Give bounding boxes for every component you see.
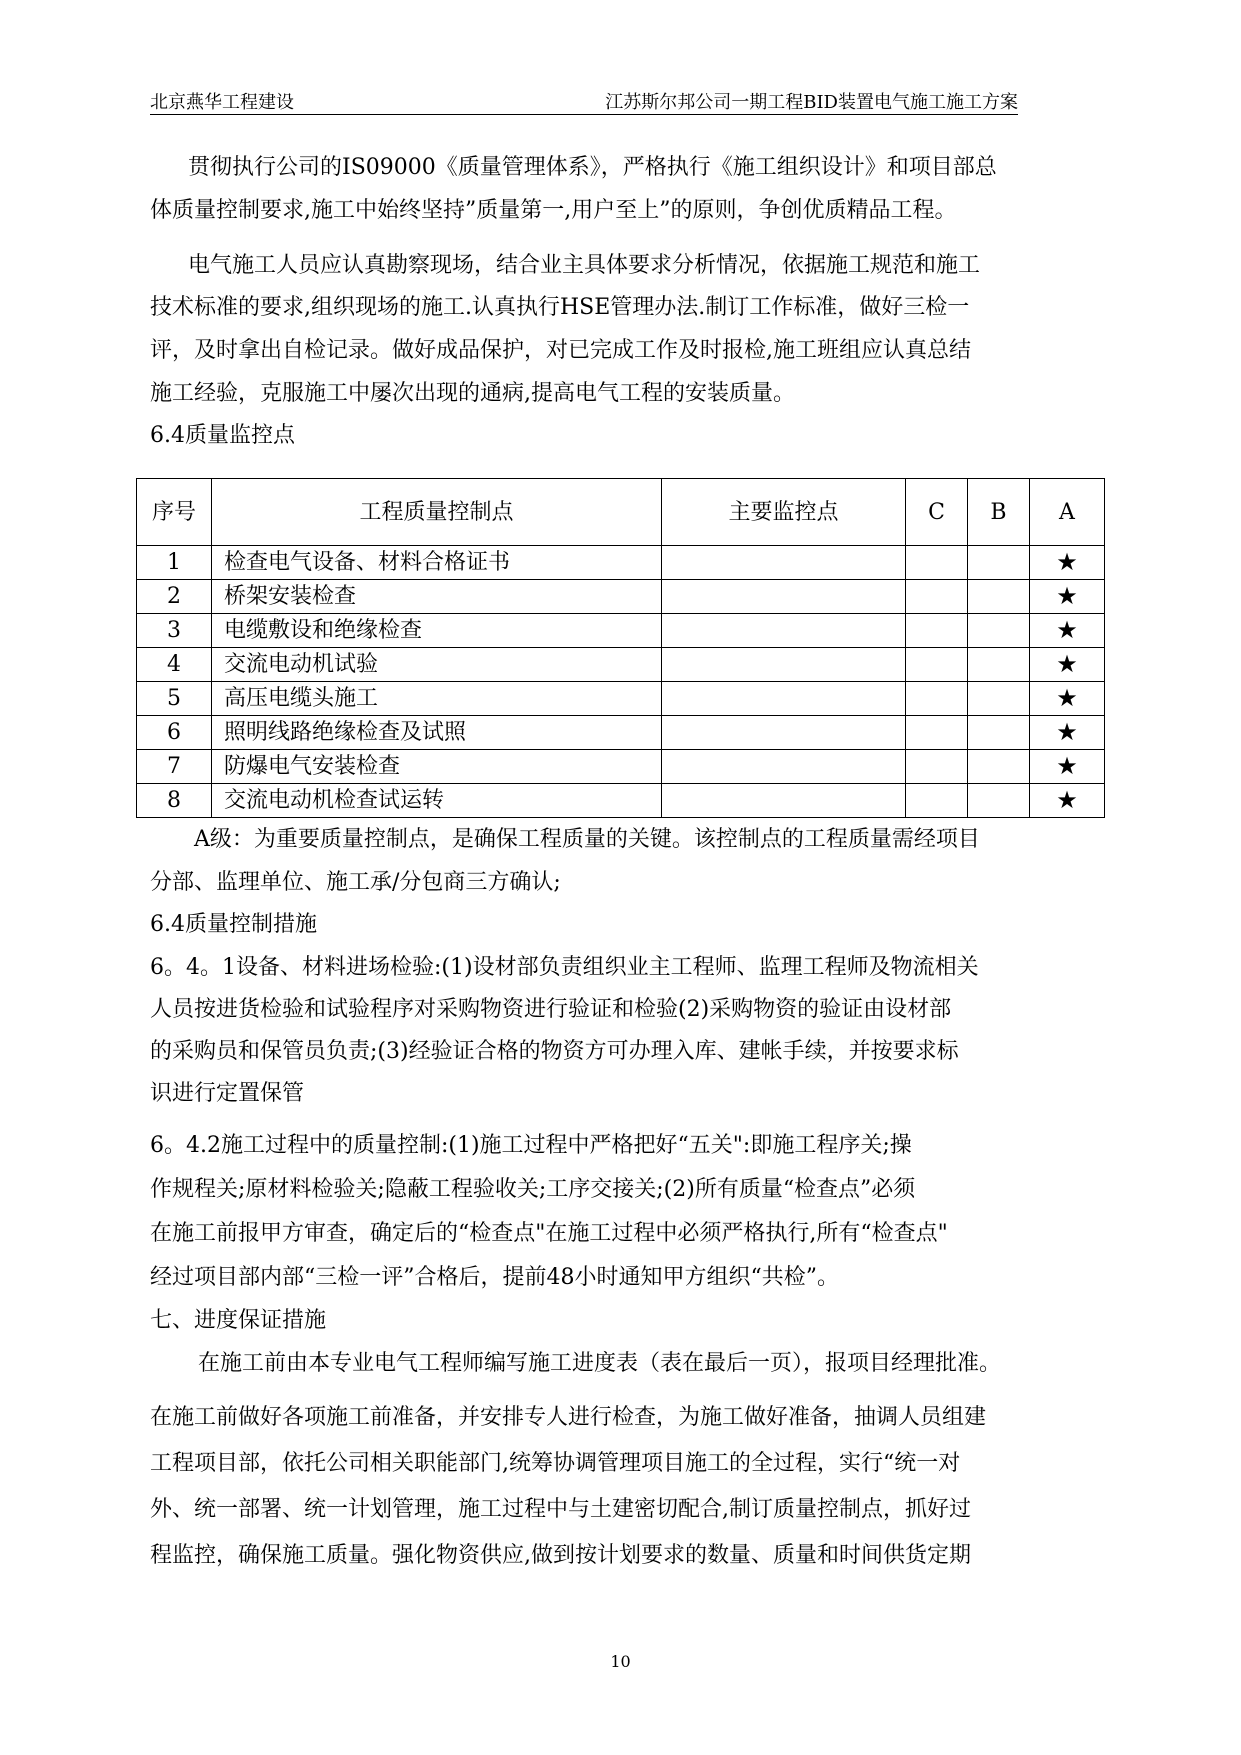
note-line: 分部、监理单位、施工承/分包商三方确认; <box>150 870 561 895</box>
page-number: 10 <box>610 1652 631 1671</box>
monitor-cell <box>662 750 906 784</box>
para-line: 贯彻执行公司的IS09000《质量管理体系》，严格执行《施工组织设计》和项目部总 <box>188 155 997 180</box>
table-row <box>137 580 1105 614</box>
grade-b-cell <box>968 784 1030 818</box>
grade-b-cell <box>968 580 1030 614</box>
grade-c-cell <box>906 546 968 580</box>
star-icon: ★ <box>1030 784 1105 818</box>
table-row <box>137 682 1105 716</box>
para-line: 工程项目部，依托公司相关职能部门,统筹协调管理项目施工的全过程，实行“统一对 <box>150 1451 961 1476</box>
table-header-row <box>137 479 1105 546</box>
row-number: 5 <box>137 682 212 716</box>
para-line: 人员按进货检验和试验程序对采购物资进行验证和检验(2)采购物资的验证由设材部 <box>150 997 952 1022</box>
row-number: 6 <box>137 716 212 750</box>
col-header: C <box>906 479 968 546</box>
control-point: 防爆电气安装检查 <box>212 750 662 784</box>
table-row <box>137 546 1105 580</box>
para-line: 的采购员和保管员负责;(3)经验证合格的物资方可办理入库、建帐手续，并按要求标 <box>150 1039 959 1064</box>
control-point: 交流电动机检查试运转 <box>212 784 662 818</box>
col-header: A <box>1030 479 1105 546</box>
row-number: 8 <box>137 784 212 818</box>
para-line: 技术标准的要求,组织现场的施工.认真执行HSE管理办法.制订工作标准，做好三检一 <box>150 295 970 320</box>
monitor-cell <box>662 682 906 716</box>
grade-c-cell <box>906 784 968 818</box>
row-number: 7 <box>137 750 212 784</box>
para-line: 在施工前报甲方审查，确定后的“检查点"在施工过程中必须严格执行,所有“检查点" <box>150 1221 948 1246</box>
col-header: B <box>968 479 1030 546</box>
table-row <box>137 750 1105 784</box>
para-line: 在施工前做好各项施工前准备，并安排专人进行检查，为施工做好准备，抽调人员组建 <box>150 1405 987 1430</box>
star-icon: ★ <box>1030 614 1105 648</box>
grade-b-cell <box>968 648 1030 682</box>
col-header: 工程质量控制点 <box>212 479 662 546</box>
control-point: 桥架安装检查 <box>212 580 662 614</box>
star-icon: ★ <box>1030 546 1105 580</box>
section-heading: 6.4质量控制措施 <box>150 912 317 937</box>
para-line: 体质量控制要求,施工中始终坚持”质量第一,用户至上”的原则，争创优质精品工程。 <box>150 198 957 223</box>
note-line: A级：为重要质量控制点，是确保工程质量的关键。该控制点的工程质量需经项目 <box>194 827 980 852</box>
monitor-cell <box>662 614 906 648</box>
table-row <box>137 648 1105 682</box>
para-line: 作规程关;原材料检验关;隐蔽工程验收关;工序交接关;(2)所有质量“检查点”必须 <box>150 1177 916 1202</box>
monitor-cell <box>662 648 906 682</box>
control-point: 电缆敷设和绝缘检查 <box>212 614 662 648</box>
star-icon: ★ <box>1030 648 1105 682</box>
table-row <box>137 614 1105 648</box>
star-icon: ★ <box>1030 750 1105 784</box>
col-header: 序号 <box>137 479 212 546</box>
para-line: 6。4。1设备、材料进场检验:(1)设材部负责组织业主工程师、监理工程师及物流相关 <box>150 955 979 980</box>
monitor-cell <box>662 784 906 818</box>
grade-b-cell <box>968 750 1030 784</box>
para-line: 外、统一部署、统一计划管理，施工过程中与土建密切配合,制订质量控制点，抓好过 <box>150 1497 971 1522</box>
control-point: 检查电气设备、材料合格证书 <box>212 546 662 580</box>
star-icon: ★ <box>1030 682 1105 716</box>
para-line: 电气施工人员应认真勘察现场，结合业主具体要求分析情况，依据施工规范和施工 <box>188 253 981 278</box>
control-point: 照明线路绝缘检查及试照 <box>212 716 662 750</box>
star-icon: ★ <box>1030 716 1105 750</box>
quality-control-table <box>136 478 1105 818</box>
section-heading: 6.4质量监控点 <box>150 423 295 448</box>
grade-b-cell <box>968 546 1030 580</box>
para-line: 6。4.2施工过程中的质量控制:(1)施工过程中严格把好“五关":即施工程序关;操 <box>150 1133 912 1158</box>
section-heading: 七、进度保证措施 <box>150 1308 327 1333</box>
grade-c-cell <box>906 580 968 614</box>
grade-c-cell <box>906 614 968 648</box>
monitor-cell <box>662 546 906 580</box>
para-line: 程监控，确保施工质量。强化物资供应,做到按计划要求的数量、质量和时间供货定期 <box>150 1543 971 1568</box>
control-point: 交流电动机试验 <box>212 648 662 682</box>
para-line: 评，及时拿出自检记录。做好成品保护，对已完成工作及时报检,施工班组应认真总结 <box>150 338 971 363</box>
star-icon: ★ <box>1030 580 1105 614</box>
grade-b-cell <box>968 614 1030 648</box>
row-number: 4 <box>137 648 212 682</box>
table-row <box>137 716 1105 750</box>
grade-c-cell <box>906 648 968 682</box>
row-number: 2 <box>137 580 212 614</box>
grade-c-cell <box>906 682 968 716</box>
header-company: 北京燕华工程建设 <box>150 92 294 113</box>
grade-c-cell <box>906 716 968 750</box>
para-line: 识进行定置保管 <box>150 1081 305 1106</box>
para-line: 在施工前由本专业电气工程师编写施工进度表（表在最后一页），报项目经理批准。 <box>198 1351 1002 1376</box>
para-line: 经过项目部内部“三检一评”合格后，提前48小时通知甲方组织“共检”。 <box>150 1265 839 1290</box>
monitor-cell <box>662 716 906 750</box>
grade-b-cell <box>968 682 1030 716</box>
header-project: 江苏斯尔邦公司一期工程BID装置电气施工施工方案 <box>605 92 1018 113</box>
col-header: 主要监控点 <box>662 479 906 546</box>
row-number: 1 <box>137 546 212 580</box>
grade-b-cell <box>968 716 1030 750</box>
control-point: 高压电缆头施工 <box>212 682 662 716</box>
table-row <box>137 784 1105 818</box>
grade-c-cell <box>906 750 968 784</box>
para-line: 施工经验，克服施工中屡次出现的通病,提高电气工程的安装质量。 <box>150 381 795 406</box>
page-header <box>150 88 1018 115</box>
row-number: 3 <box>137 614 212 648</box>
monitor-cell <box>662 580 906 614</box>
